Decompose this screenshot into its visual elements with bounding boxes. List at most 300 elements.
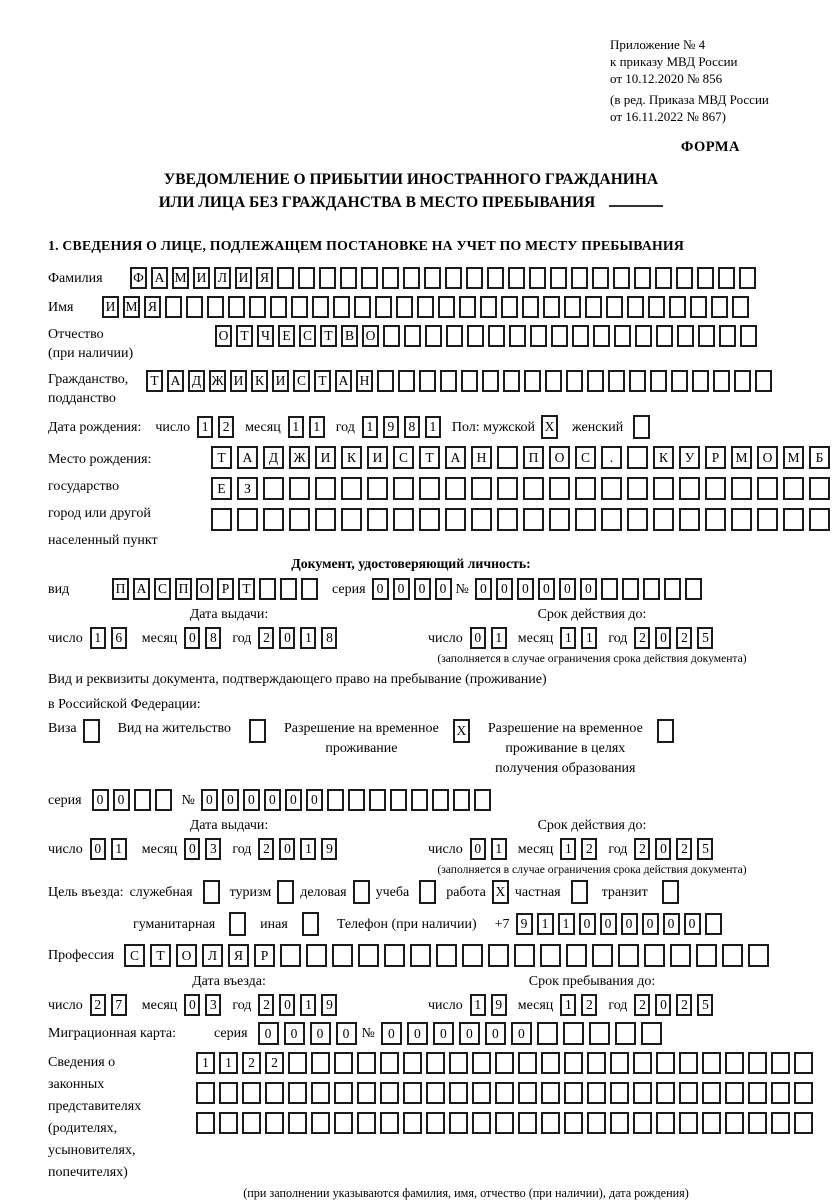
char-cell[interactable]: [705, 477, 726, 500]
char-cell[interactable]: [748, 1052, 767, 1074]
char-cell[interactable]: Т: [236, 325, 253, 347]
char-cell[interactable]: [495, 1052, 514, 1074]
char-cell[interactable]: [482, 370, 499, 392]
char-cell[interactable]: 9: [383, 416, 399, 438]
char-cell[interactable]: [748, 1112, 767, 1134]
char-cell[interactable]: А: [133, 578, 150, 600]
char-cell[interactable]: [522, 296, 539, 318]
char-cell[interactable]: [497, 508, 518, 531]
char-cell[interactable]: [656, 325, 673, 347]
char-cell[interactable]: 0: [511, 1022, 532, 1045]
char-cell[interactable]: 9: [321, 994, 337, 1016]
char-cell[interactable]: [83, 719, 100, 743]
char-cell[interactable]: О: [196, 578, 213, 600]
char-cell[interactable]: Е: [211, 477, 232, 500]
char-cell[interactable]: [404, 325, 421, 347]
char-cell[interactable]: 0: [485, 1022, 506, 1045]
char-cell[interactable]: [633, 1082, 652, 1104]
char-cell[interactable]: Е: [278, 325, 295, 347]
char-cell[interactable]: [449, 1052, 468, 1074]
char-cell[interactable]: [211, 508, 232, 531]
char-cell[interactable]: [298, 267, 315, 289]
char-cell[interactable]: [771, 1082, 790, 1104]
char-cell[interactable]: 0: [655, 627, 671, 649]
char-cell[interactable]: [459, 296, 476, 318]
char-cell[interactable]: [353, 880, 370, 904]
char-cell[interactable]: Р: [217, 578, 234, 600]
char-cell[interactable]: [518, 1112, 537, 1134]
char-cell[interactable]: [425, 325, 442, 347]
char-cell[interactable]: [384, 944, 405, 967]
char-cell[interactable]: [633, 1112, 652, 1134]
char-cell[interactable]: X: [453, 719, 470, 743]
char-cell[interactable]: [529, 267, 546, 289]
char-cell[interactable]: 9: [321, 838, 337, 860]
char-cell[interactable]: 0: [621, 913, 638, 935]
char-cell[interactable]: 0: [579, 913, 596, 935]
char-cell[interactable]: [618, 944, 639, 967]
char-cell[interactable]: [592, 267, 609, 289]
char-cell[interactable]: [725, 1052, 744, 1074]
char-cell[interactable]: [635, 325, 652, 347]
char-cell[interactable]: [467, 325, 484, 347]
char-cell[interactable]: [575, 477, 596, 500]
char-cell[interactable]: 2: [258, 838, 274, 860]
char-cell[interactable]: [537, 1022, 558, 1045]
char-cell[interactable]: 1: [309, 416, 325, 438]
char-cell[interactable]: [543, 296, 560, 318]
char-cell[interactable]: [731, 477, 752, 500]
char-cell[interactable]: И: [367, 446, 388, 469]
char-cell[interactable]: [369, 789, 386, 811]
char-cell[interactable]: [670, 944, 691, 967]
char-cell[interactable]: [571, 880, 588, 904]
char-cell[interactable]: [319, 267, 336, 289]
char-cell[interactable]: 1: [560, 838, 576, 860]
char-cell[interactable]: [445, 508, 466, 531]
char-cell[interactable]: 0: [496, 578, 513, 600]
char-cell[interactable]: [334, 1112, 353, 1134]
char-cell[interactable]: [650, 370, 667, 392]
char-cell[interactable]: 0: [90, 838, 106, 860]
char-cell[interactable]: Р: [705, 446, 726, 469]
char-cell[interactable]: 0: [655, 994, 671, 1016]
char-cell[interactable]: [644, 944, 665, 967]
char-cell[interactable]: 0: [279, 627, 295, 649]
char-cell[interactable]: 0: [92, 789, 109, 811]
char-cell[interactable]: [333, 296, 350, 318]
char-cell[interactable]: [653, 508, 674, 531]
char-cell[interactable]: [648, 296, 665, 318]
char-cell[interactable]: [633, 1052, 652, 1074]
char-cell[interactable]: [608, 370, 625, 392]
char-cell[interactable]: М: [123, 296, 140, 318]
char-cell[interactable]: [348, 789, 365, 811]
char-cell[interactable]: [601, 508, 622, 531]
char-cell[interactable]: [794, 1112, 813, 1134]
char-cell[interactable]: И: [193, 267, 210, 289]
char-cell[interactable]: 0: [435, 578, 452, 600]
char-cell[interactable]: 1: [197, 416, 213, 438]
char-cell[interactable]: 1: [111, 838, 127, 860]
char-cell[interactable]: [461, 370, 478, 392]
char-cell[interactable]: 0: [264, 789, 281, 811]
char-cell[interactable]: Д: [263, 446, 284, 469]
char-cell[interactable]: [794, 1082, 813, 1104]
char-cell[interactable]: [550, 267, 567, 289]
char-cell[interactable]: [327, 789, 344, 811]
char-cell[interactable]: 2: [258, 627, 274, 649]
char-cell[interactable]: [783, 477, 804, 500]
char-cell[interactable]: [242, 1082, 261, 1104]
char-cell[interactable]: [523, 477, 544, 500]
char-cell[interactable]: [438, 296, 455, 318]
char-cell[interactable]: А: [167, 370, 184, 392]
char-cell[interactable]: [696, 944, 717, 967]
char-cell[interactable]: [572, 325, 589, 347]
char-cell[interactable]: 0: [642, 913, 659, 935]
char-cell[interactable]: 0: [580, 578, 597, 600]
char-cell[interactable]: [740, 325, 757, 347]
char-cell[interactable]: 0: [600, 913, 617, 935]
char-cell[interactable]: [219, 1082, 238, 1104]
char-cell[interactable]: [662, 880, 679, 904]
char-cell[interactable]: С: [124, 944, 145, 967]
char-cell[interactable]: [277, 880, 294, 904]
char-cell[interactable]: [655, 267, 672, 289]
char-cell[interactable]: [679, 1082, 698, 1104]
char-cell[interactable]: [462, 944, 483, 967]
char-cell[interactable]: [508, 267, 525, 289]
char-cell[interactable]: 1: [219, 1052, 238, 1074]
char-cell[interactable]: 2: [676, 838, 692, 860]
char-cell[interactable]: [472, 1052, 491, 1074]
char-cell[interactable]: [480, 296, 497, 318]
char-cell[interactable]: 2: [218, 416, 234, 438]
char-cell[interactable]: [277, 267, 294, 289]
char-cell[interactable]: [341, 477, 362, 500]
char-cell[interactable]: 1: [90, 627, 106, 649]
char-cell[interactable]: [393, 508, 414, 531]
char-cell[interactable]: 1: [300, 627, 316, 649]
char-cell[interactable]: [228, 296, 245, 318]
char-cell[interactable]: [237, 508, 258, 531]
char-cell[interactable]: 0: [414, 578, 431, 600]
char-cell[interactable]: [677, 325, 694, 347]
char-cell[interactable]: [358, 944, 379, 967]
char-cell[interactable]: [488, 944, 509, 967]
char-cell[interactable]: С: [575, 446, 596, 469]
char-cell[interactable]: [671, 370, 688, 392]
char-cell[interactable]: [315, 508, 336, 531]
char-cell[interactable]: [229, 912, 246, 936]
char-cell[interactable]: [627, 477, 648, 500]
char-cell[interactable]: 1: [560, 627, 576, 649]
char-cell[interactable]: [265, 1112, 284, 1134]
char-cell[interactable]: [288, 1112, 307, 1134]
char-cell[interactable]: Д: [188, 370, 205, 392]
char-cell[interactable]: [249, 719, 266, 743]
char-cell[interactable]: [702, 1112, 721, 1134]
char-cell[interactable]: 0: [517, 578, 534, 600]
char-cell[interactable]: [676, 267, 693, 289]
char-cell[interactable]: О: [362, 325, 379, 347]
char-cell[interactable]: 0: [655, 838, 671, 860]
char-cell[interactable]: [679, 1112, 698, 1134]
char-cell[interactable]: [340, 267, 357, 289]
char-cell[interactable]: О: [549, 446, 570, 469]
char-cell[interactable]: [702, 1082, 721, 1104]
char-cell[interactable]: [656, 1052, 675, 1074]
char-cell[interactable]: 0: [184, 627, 200, 649]
char-cell[interactable]: [242, 1112, 261, 1134]
char-cell[interactable]: 1: [470, 994, 486, 1016]
char-cell[interactable]: [263, 477, 284, 500]
char-cell[interactable]: [403, 1052, 422, 1074]
char-cell[interactable]: [288, 1052, 307, 1074]
char-cell[interactable]: [551, 325, 568, 347]
char-cell[interactable]: 1: [425, 416, 441, 438]
char-cell[interactable]: [426, 1052, 445, 1074]
char-cell[interactable]: [445, 267, 462, 289]
char-cell[interactable]: [545, 370, 562, 392]
char-cell[interactable]: [549, 477, 570, 500]
char-cell[interactable]: А: [151, 267, 168, 289]
char-cell[interactable]: 0: [475, 578, 492, 600]
char-cell[interactable]: [748, 944, 769, 967]
char-cell[interactable]: [771, 1112, 790, 1134]
char-cell[interactable]: [419, 880, 436, 904]
char-cell[interactable]: [390, 789, 407, 811]
char-cell[interactable]: [541, 1112, 560, 1134]
char-cell[interactable]: Л: [214, 267, 231, 289]
char-cell[interactable]: И: [102, 296, 119, 318]
char-cell[interactable]: [540, 944, 561, 967]
char-cell[interactable]: 5: [697, 627, 713, 649]
char-cell[interactable]: 2: [676, 627, 692, 649]
char-cell[interactable]: М: [731, 446, 752, 469]
char-cell[interactable]: 2: [634, 838, 650, 860]
char-cell[interactable]: [357, 1112, 376, 1134]
char-cell[interactable]: [698, 325, 715, 347]
char-cell[interactable]: 2: [676, 994, 692, 1016]
char-cell[interactable]: 2: [258, 994, 274, 1016]
char-cell[interactable]: [219, 1112, 238, 1134]
char-cell[interactable]: [426, 1112, 445, 1134]
char-cell[interactable]: [564, 1082, 583, 1104]
char-cell[interactable]: И: [230, 370, 247, 392]
char-cell[interactable]: [629, 370, 646, 392]
char-cell[interactable]: Р: [254, 944, 275, 967]
char-cell[interactable]: [312, 296, 329, 318]
char-cell[interactable]: [280, 578, 297, 600]
char-cell[interactable]: 9: [491, 994, 507, 1016]
char-cell[interactable]: [641, 1022, 662, 1045]
char-cell[interactable]: 2: [90, 994, 106, 1016]
char-cell[interactable]: [606, 296, 623, 318]
char-cell[interactable]: 1: [300, 994, 316, 1016]
char-cell[interactable]: [249, 296, 266, 318]
char-cell[interactable]: [382, 267, 399, 289]
char-cell[interactable]: 0: [258, 1022, 279, 1045]
char-cell[interactable]: [403, 1082, 422, 1104]
char-cell[interactable]: О: [757, 446, 778, 469]
char-cell[interactable]: [739, 267, 756, 289]
char-cell[interactable]: Я: [144, 296, 161, 318]
char-cell[interactable]: 1: [196, 1052, 215, 1074]
char-cell[interactable]: [587, 370, 604, 392]
char-cell[interactable]: Т: [146, 370, 163, 392]
char-cell[interactable]: [196, 1082, 215, 1104]
char-cell[interactable]: [541, 1052, 560, 1074]
char-cell[interactable]: 0: [113, 789, 130, 811]
char-cell[interactable]: [488, 325, 505, 347]
char-cell[interactable]: [679, 1052, 698, 1074]
char-cell[interactable]: 3: [205, 994, 221, 1016]
char-cell[interactable]: М: [172, 267, 189, 289]
char-cell[interactable]: 1: [537, 913, 554, 935]
char-cell[interactable]: 0: [201, 789, 218, 811]
char-cell[interactable]: [518, 1052, 537, 1074]
char-cell[interactable]: 5: [697, 838, 713, 860]
char-cell[interactable]: С: [299, 325, 316, 347]
char-cell[interactable]: [627, 296, 644, 318]
char-cell[interactable]: [503, 370, 520, 392]
char-cell[interactable]: [203, 880, 220, 904]
char-cell[interactable]: [471, 508, 492, 531]
char-cell[interactable]: [367, 477, 388, 500]
char-cell[interactable]: [653, 477, 674, 500]
char-cell[interactable]: [685, 578, 702, 600]
char-cell[interactable]: 1: [581, 627, 597, 649]
char-cell[interactable]: [627, 446, 648, 469]
char-cell[interactable]: [449, 1082, 468, 1104]
char-cell[interactable]: [794, 1052, 813, 1074]
char-cell[interactable]: Б: [809, 446, 830, 469]
char-cell[interactable]: [265, 1082, 284, 1104]
char-cell[interactable]: [614, 325, 631, 347]
char-cell[interactable]: [771, 1052, 790, 1074]
char-cell[interactable]: [474, 789, 491, 811]
char-cell[interactable]: 0: [222, 789, 239, 811]
char-cell[interactable]: [311, 1082, 330, 1104]
char-cell[interactable]: [731, 508, 752, 531]
char-cell[interactable]: [615, 1022, 636, 1045]
char-cell[interactable]: 0: [433, 1022, 454, 1045]
char-cell[interactable]: [393, 477, 414, 500]
char-cell[interactable]: [432, 789, 449, 811]
char-cell[interactable]: [610, 1112, 629, 1134]
char-cell[interactable]: [357, 1082, 376, 1104]
char-cell[interactable]: [495, 1112, 514, 1134]
char-cell[interactable]: [165, 296, 182, 318]
char-cell[interactable]: [518, 1082, 537, 1104]
char-cell[interactable]: [656, 1082, 675, 1104]
char-cell[interactable]: 0: [279, 838, 295, 860]
char-cell[interactable]: [196, 1112, 215, 1134]
char-cell[interactable]: 1: [491, 838, 507, 860]
char-cell[interactable]: 1: [560, 994, 576, 1016]
char-cell[interactable]: [375, 296, 392, 318]
char-cell[interactable]: Ч: [257, 325, 274, 347]
char-cell[interactable]: [713, 370, 730, 392]
char-cell[interactable]: 0: [336, 1022, 357, 1045]
char-cell[interactable]: [424, 267, 441, 289]
char-cell[interactable]: [523, 508, 544, 531]
char-cell[interactable]: [725, 1112, 744, 1134]
char-cell[interactable]: Л: [202, 944, 223, 967]
char-cell[interactable]: [748, 1082, 767, 1104]
char-cell[interactable]: Я: [228, 944, 249, 967]
char-cell[interactable]: 0: [559, 578, 576, 600]
char-cell[interactable]: [601, 477, 622, 500]
char-cell[interactable]: [566, 944, 587, 967]
char-cell[interactable]: [601, 578, 618, 600]
char-cell[interactable]: 8: [205, 627, 221, 649]
char-cell[interactable]: [679, 508, 700, 531]
char-cell[interactable]: [634, 267, 651, 289]
char-cell[interactable]: Т: [419, 446, 440, 469]
char-cell[interactable]: [497, 446, 518, 469]
char-cell[interactable]: [445, 477, 466, 500]
char-cell[interactable]: [291, 296, 308, 318]
char-cell[interactable]: Т: [314, 370, 331, 392]
char-cell[interactable]: 0: [381, 1022, 402, 1045]
char-cell[interactable]: 2: [242, 1052, 261, 1074]
char-cell[interactable]: [396, 296, 413, 318]
char-cell[interactable]: 0: [285, 789, 302, 811]
char-cell[interactable]: [259, 578, 276, 600]
char-cell[interactable]: 9: [516, 913, 533, 935]
char-cell[interactable]: [610, 1052, 629, 1074]
char-cell[interactable]: [419, 370, 436, 392]
char-cell[interactable]: И: [272, 370, 289, 392]
char-cell[interactable]: Ж: [209, 370, 226, 392]
char-cell[interactable]: [357, 1052, 376, 1074]
char-cell[interactable]: [334, 1082, 353, 1104]
char-cell[interactable]: У: [679, 446, 700, 469]
char-cell[interactable]: [332, 944, 353, 967]
char-cell[interactable]: [509, 325, 526, 347]
char-cell[interactable]: [403, 267, 420, 289]
char-cell[interactable]: 0: [310, 1022, 331, 1045]
char-cell[interactable]: 0: [184, 838, 200, 860]
char-cell[interactable]: Ф: [130, 267, 147, 289]
char-cell[interactable]: 0: [684, 913, 701, 935]
char-cell[interactable]: [449, 1112, 468, 1134]
char-cell[interactable]: [377, 370, 394, 392]
char-cell[interactable]: [514, 944, 535, 967]
char-cell[interactable]: [593, 325, 610, 347]
char-cell[interactable]: [566, 370, 583, 392]
char-cell[interactable]: П: [175, 578, 192, 600]
char-cell[interactable]: Т: [211, 446, 232, 469]
char-cell[interactable]: [755, 370, 772, 392]
char-cell[interactable]: [564, 296, 581, 318]
char-cell[interactable]: С: [154, 578, 171, 600]
char-cell[interactable]: 2: [634, 627, 650, 649]
char-cell[interactable]: [354, 296, 371, 318]
char-cell[interactable]: 5: [697, 994, 713, 1016]
char-cell[interactable]: [334, 1052, 353, 1074]
char-cell[interactable]: 2: [581, 838, 597, 860]
char-cell[interactable]: 1: [491, 627, 507, 649]
char-cell[interactable]: 2: [581, 994, 597, 1016]
char-cell[interactable]: [697, 267, 714, 289]
char-cell[interactable]: [155, 789, 172, 811]
char-cell[interactable]: [530, 325, 547, 347]
char-cell[interactable]: [719, 325, 736, 347]
